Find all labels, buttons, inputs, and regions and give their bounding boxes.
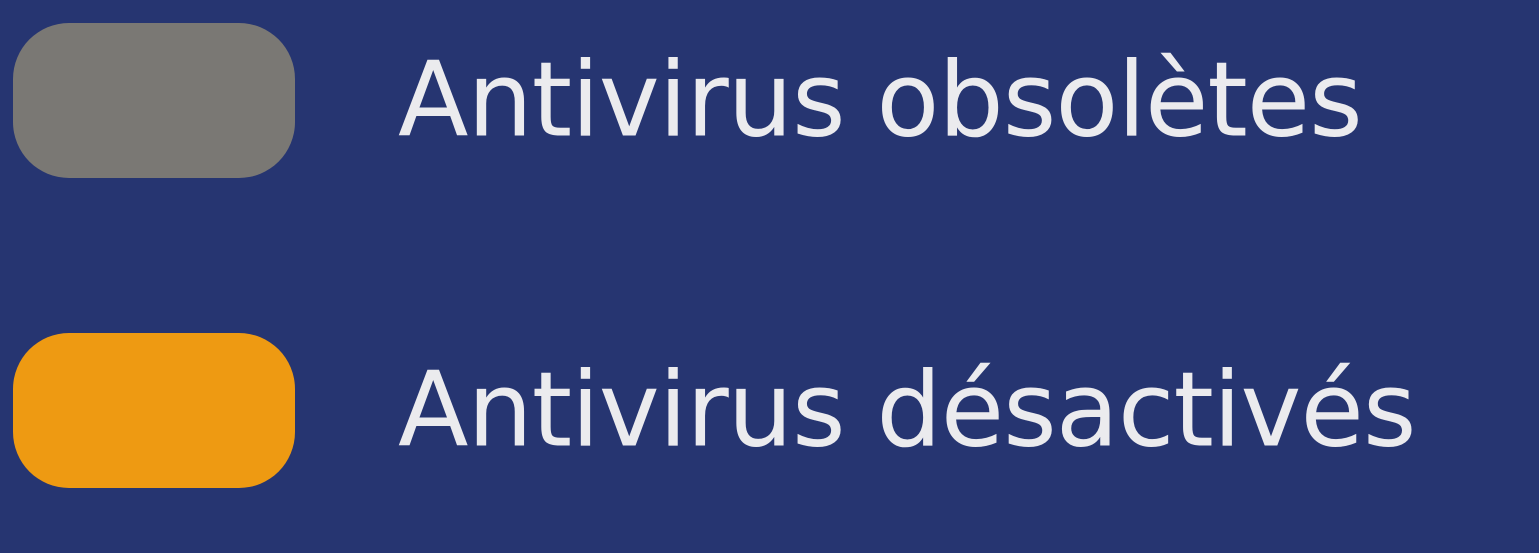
legend-item-obsolete (0, 23, 1539, 178)
legend-label-obsolete: Antivirus obsolètes (398, 40, 1362, 160)
legend-item-disabled (0, 333, 1539, 488)
legend-swatch-disabled (13, 333, 295, 488)
legend-label-disabled: Antivirus désactivés (398, 350, 1416, 470)
legend-swatch-obsolete (13, 23, 295, 178)
